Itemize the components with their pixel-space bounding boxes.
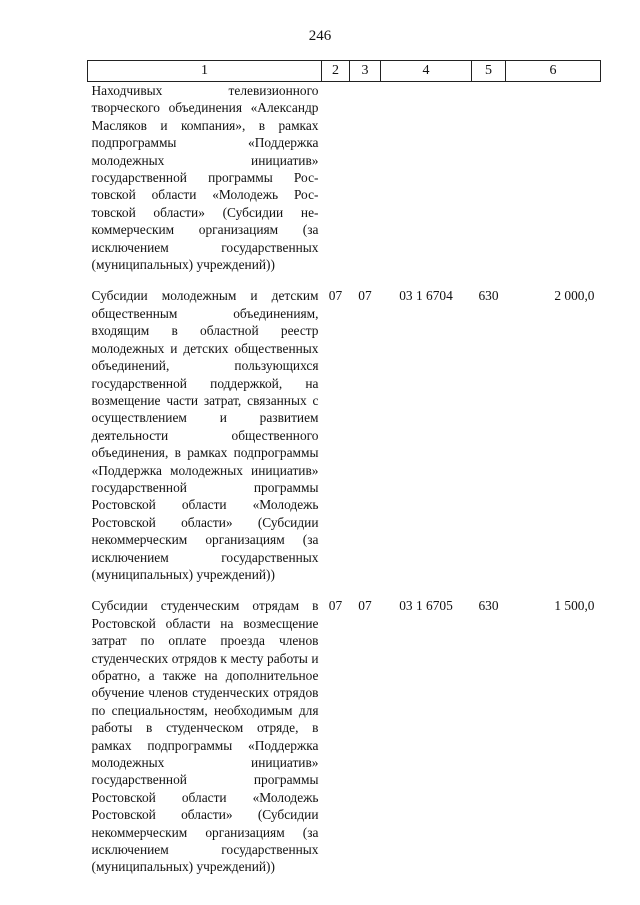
- row-target-code: 03 1 6704: [399, 288, 453, 304]
- row-description: Находчивых телевизионного творческого объединения «Александр Масляков и компания», в рамках подпрограммы «Поддержка молодежных инициатив» государственной программы Ростовской области «Молодежь Ростовской области» (Субсидии некоммерческим организациям (за исключением государственных (муниципальных) учреждений)): [91, 83, 319, 273]
- row-amount: [506, 82, 601, 274]
- row-subsection: [350, 82, 381, 274]
- row-amount: 1 500,0: [554, 598, 595, 614]
- row-description: Субсидии молодежным и детским общественным объединениям, входящим в областной реестр молодежных и детских общественных объединений, пользующихся государственной поддержкой, на возмещение части затрат, связанных с осуществлением и развитием деятельности общественного объединения, в рамках подпрограммы «Поддержка молодежных инициатив» государственной программы Ростовской области «Молодежь Ростовской области» (Субсидии некоммерческим организациям (за исключением государственных (муниципальных) учреждений)): [91, 288, 319, 582]
- column-header-4: 4: [381, 61, 472, 82]
- budget-table: [87, 60, 601, 876]
- column-header-3: 3: [350, 61, 381, 82]
- row-expense-type: [472, 82, 506, 274]
- row-subsection: 07: [358, 288, 372, 304]
- table-row: [88, 273, 601, 583]
- row-description: Субсидии студенческим отрядам в Ростовской области на возмесщение затрат по оплате проезда членов студенческих отрядов к месту работы и обратно, а также на дополнительное обучение членов студенческих отрядов по специальностям, необходимым для работы в студенческом отряде, в рамках подпрограммы «Поддержка молодежных инициатив» государственной программы Ростовской области «Молодежь Ростовской области» (Субсидии некоммерческим организациям (за исключением государственных (муниципальных) учреждений)): [91, 598, 319, 875]
- column-header-5: 5: [472, 61, 506, 82]
- row-target-code: [381, 82, 472, 274]
- column-header-2: 2: [322, 61, 350, 82]
- row-expense-type: 630: [478, 598, 499, 614]
- row-section: 07: [328, 598, 343, 614]
- column-header-1: 1: [88, 61, 322, 82]
- table-header-row: [88, 61, 601, 82]
- row-amount: 2 000,0: [554, 288, 595, 304]
- row-section: 07: [328, 288, 343, 304]
- page-number: 246: [308, 28, 332, 44]
- column-header-6: 6: [506, 61, 601, 82]
- row-target-code: 03 1 6705: [399, 598, 453, 614]
- table-row: [88, 583, 601, 876]
- row-subsection: 07: [358, 598, 372, 614]
- table-row: [88, 82, 601, 274]
- row-expense-type: 630: [478, 288, 499, 304]
- row-section: [322, 82, 350, 274]
